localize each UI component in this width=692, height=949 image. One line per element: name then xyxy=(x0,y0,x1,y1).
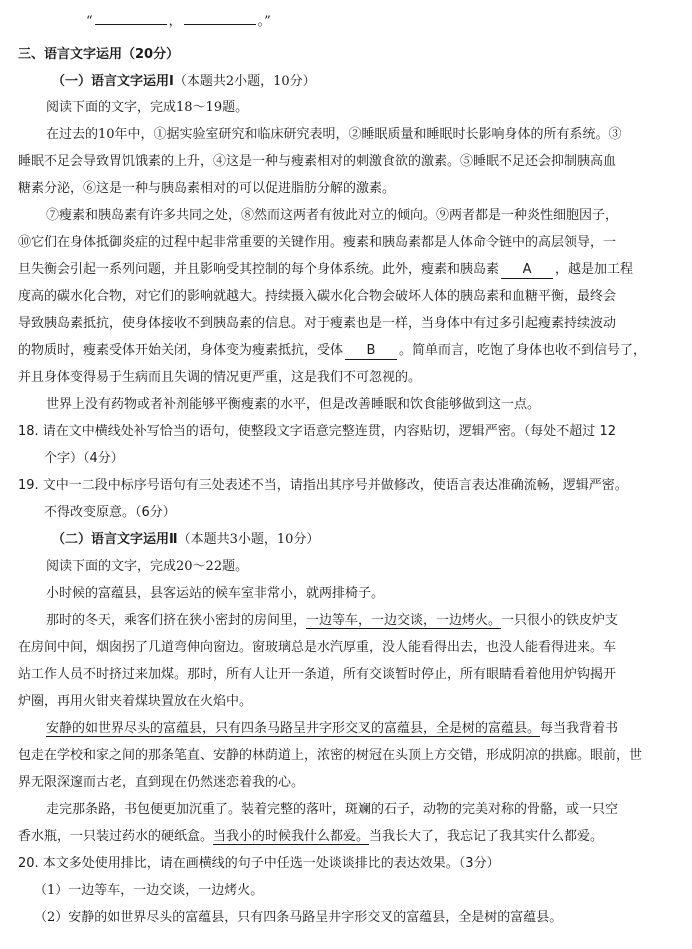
part-title: （一）语言文字运用Ⅰ（本题共2小题，10分） xyxy=(52,74,316,89)
question-19-cont: 不得改变原意。（6分） xyxy=(44,505,176,520)
passage-line: 的物质时，瘦素受体开始关闭，身体变为瘦素抵抗，受体 B 。简单而言，吃饱了身体也收不到信号了， xyxy=(18,343,647,358)
question-20: 20. 本文多处使用排比，请在画横线的句子中任选一处谈谈排比的表达效果。（3分） xyxy=(18,856,500,871)
passage-line: 界无限深邃而古老，直到现在仍然迷恋着我的心。 xyxy=(18,775,305,790)
passage-line: 导致胰岛素抵抗，使身体接收不到胰岛素的信息。对于瘦素也是一样，当身体中有过多引起瘦素持续波动 xyxy=(18,316,617,331)
underlined-parallelism-1: 一边等车，一边交谈，一边烤火。 xyxy=(306,613,502,628)
passage-line: 那时的冬天，乘客们挤在狭小密封的房间里，一边等车，一边交谈，一边烤火。一只很小的铁皮炉支 xyxy=(46,613,619,628)
question-18: 18. 请在文中横线处补写恰当的语句，使整段文字语意完整连贯，内容贴切，逻辑严密。（每处不超过 12 xyxy=(18,424,616,439)
section-title: 三、语言文字运用（20分） xyxy=(18,47,180,62)
question-18-cont: 个字）（4分） xyxy=(44,451,124,466)
passage-line: 睡眠不足会导致胃饥饿素的上升，④这是一种与瘦素相对的刺激食欲的激素。⑤睡眠不足还会抑制胰高血 xyxy=(18,154,617,169)
passage-line: 糖素分泌，⑥这是一种与胰岛素相对的可以促进脂肪分解的激素。 xyxy=(18,181,396,196)
passage-line: 度高的碳水化合物，对它们的影响就越大。持续摄入碳水化合物会破坏人体的胰岛素和血糖平衡，最终会 xyxy=(18,289,617,304)
passage-line: 世界上没有药物或者补剂能够平衡瘦素的水平，但是改善睡眠和饮食能够做到这一点。 xyxy=(46,397,541,412)
passage-line: 旦失衡会引起一系列问题，并且影响受其控制的每个身体系统。此外，瘦素和胰岛素 A ，越是加工程 xyxy=(18,262,634,277)
passage-line: ⑦瘦素和胰岛素有许多共同之处，⑧然而这两者有彼此对立的倾向。⑨两者都是一种炎性细胞因子， xyxy=(46,208,619,223)
instruction-text: 阅读下面的文字，完成18～19题。 xyxy=(46,100,249,115)
passage-line: 并且身体变得易于生病而且失调的情况更严重，这是我们不可忽视的。 xyxy=(18,370,422,385)
passage-line: ⑩它们在身体抵御炎症的过程中起非常重要的关键作用。瘦素和胰岛素都是人体命令链中的高层领导，一 xyxy=(18,235,617,250)
instruction-text: 阅读下面的文字，完成20～22题。 xyxy=(46,559,249,574)
underlined-sentence: 当我小的时候我什么都爱。 xyxy=(213,829,370,844)
passage-line: 包走在学校和家之间的那条笔直、安静的林荫道上，浓密的树冠在头顶上方交错，形成阴凉的拱廊。眼前，世 xyxy=(18,748,643,763)
blank-field xyxy=(184,24,256,25)
passage-line: 站工作人员不时挤过来加煤。那时，所有人让开一条道，所有交谈暂时停止，所有眼睛看着他用炉钩揭开 xyxy=(18,667,617,682)
passage-line: 在房间中间，烟囱拐了几道弯伸向窗边。窗玻璃总是水汽厚重，没人能看得出去，也没人能看得进来。车 xyxy=(18,640,617,655)
passage-line: 香水瓶，一只装过药水的硬纸盒。当我小的时候我什么都爱。当我长大了，我忘记了我其实什么都爱。 xyxy=(18,829,604,844)
part-title: （二）语言文字运用Ⅱ（本题共3小题，10分） xyxy=(52,532,320,547)
fill-blank-line: “ ， 。” xyxy=(86,14,271,29)
blank-field xyxy=(95,24,167,25)
question-20-option-1: （1）一边等车，一边交谈，一边烤火。 xyxy=(34,883,264,898)
blank-a: A xyxy=(501,262,553,279)
passage-line: 安静的如世界尽头的富蕴县，只有四条马路呈井字形交叉的富蕴县，全是树的富蕴县。每当我背着书 xyxy=(46,721,619,736)
passage-line: 在过去的10年中，①据实验室研究和临床研究表明，②睡眠质量和睡眠时长影响身体的所有系统。③ xyxy=(46,127,622,142)
question-19: 19. 文中一二段中标序号语句有三处表述不当，请指出其序号并做修改，使语言表达准确流畅，逻辑严密。 xyxy=(18,478,628,493)
passage-line: 小时候的富蕴县，县客运站的候车室非常小，就两排椅子。 xyxy=(46,586,385,601)
question-20-option-2: （2）安静的如世界尽头的富蕴县，只有四条马路呈井字形交叉的富蕴县，全是树的富蕴县。 xyxy=(34,910,563,925)
blank-b: B xyxy=(345,343,397,360)
passage-line: 炉圈，再用火钳夹着煤块置放在火焰中。 xyxy=(18,694,253,709)
underlined-parallelism-2: 安静的如世界尽头的富蕴县，只有四条马路呈井字形交叉的富蕴县，全是树的富蕴县。 xyxy=(46,721,541,736)
passage-line: 走完那条路，书包便更加沉重了。装着完整的落叶，斑斓的石子，动物的完美对称的骨骼，或一只空 xyxy=(46,802,619,817)
